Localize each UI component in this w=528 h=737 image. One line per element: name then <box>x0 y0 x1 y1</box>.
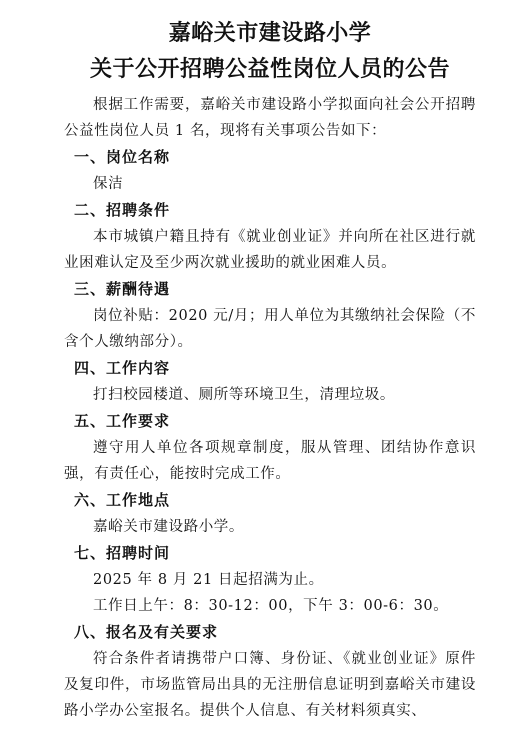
section-text: 本市城镇户籍且持有《就业创业证》并向所在社区进行就业困难认定及至少两次就业援助的就业困难人员。 <box>64 229 476 271</box>
section-heading: 三、薪酬待遇 <box>74 280 171 298</box>
section-position <box>64 144 476 197</box>
section-heading: 八、报名及有关要求 <box>74 623 219 641</box>
section-requirements <box>64 408 476 487</box>
section-text: 符合条件者请携带户口簿、身份证、《就业创业证》原件及复印件，市场监管局出具的无注册信息证明到嘉峪关市建设路小学办公室报名。提供个人信息、有关材料须真实、 <box>64 651 476 719</box>
section-heading: 五、工作要求 <box>74 412 171 430</box>
section-text: 岗位补贴：2020 元/月；用人单位为其缴纳社会保险（不含个人缴纳部分）。 <box>64 308 476 350</box>
section-heading: 六、工作地点 <box>74 491 171 509</box>
section-duties <box>64 355 476 408</box>
section-text: 2025 年 8 月 21 日起招满为止。 <box>93 572 324 588</box>
section-text: 遵守用人单位各项规章制度，服从管理、团结协作意识强，有责任心，能按时完成工作。 <box>64 440 476 482</box>
section-text-hours: 工作日上午：8：30-12：00，下午 3：00-6：30。 <box>93 598 449 614</box>
section-heading: 二、招聘条件 <box>74 201 171 219</box>
document-title-notice: 关于公开招聘公益性岗位人员的公告 <box>89 56 450 82</box>
intro-paragraph: 根据工作需要，嘉峪关市建设路小学拟面向社会公开招聘公益性岗位人员 1 名，现将有关事项公告如下： <box>64 97 476 139</box>
document-title-school: 嘉峪关市建设路小学 <box>168 20 372 46</box>
section-conditions <box>64 197 476 276</box>
section-text: 嘉峪关市建设路小学。 <box>93 519 244 535</box>
section-heading: 四、工作内容 <box>74 359 171 377</box>
section-text: 打扫校园楼道、厕所等环境卫生，清理垃圾。 <box>93 387 395 403</box>
section-location <box>64 487 476 540</box>
section-heading: 七、招聘时间 <box>74 544 171 562</box>
section-text: 保洁 <box>93 176 124 192</box>
section-time <box>64 540 476 619</box>
section-registration <box>64 619 476 724</box>
section-heading: 一、岗位名称 <box>74 148 171 166</box>
section-salary <box>64 276 476 355</box>
